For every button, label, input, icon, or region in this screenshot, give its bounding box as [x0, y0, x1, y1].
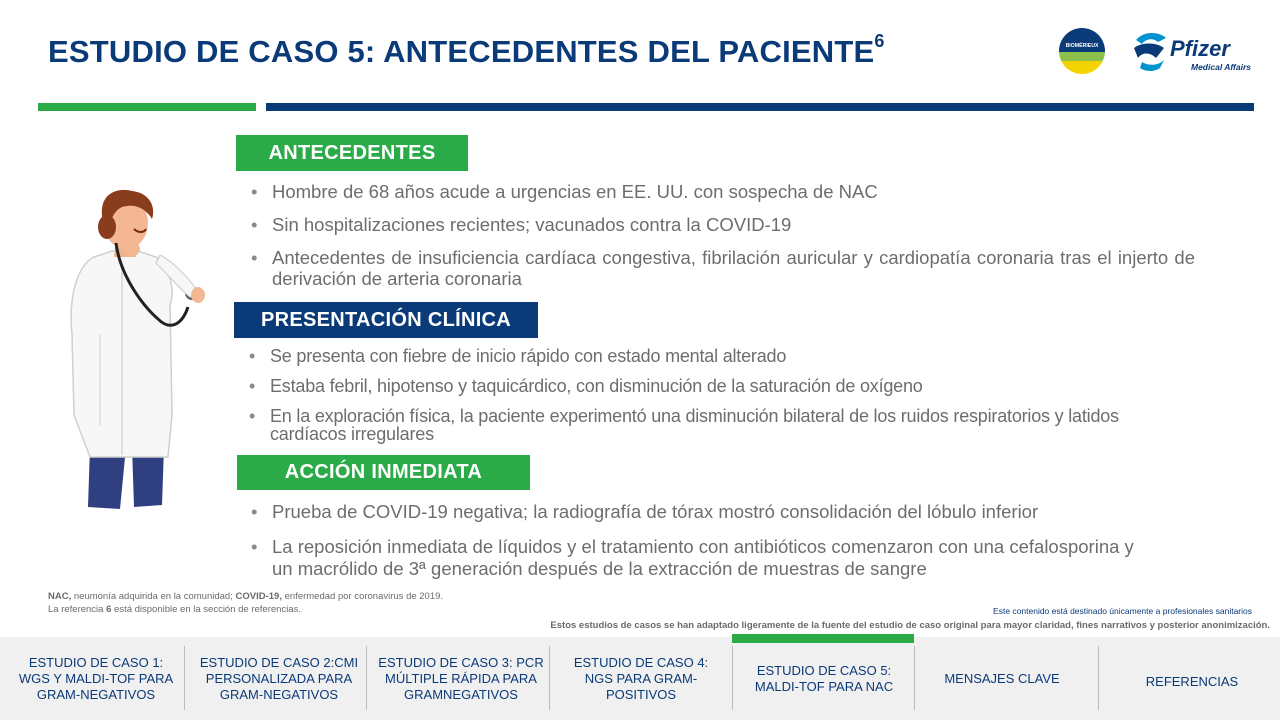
nav-case-1-label: ESTUDIO DE CASO 1: WGS Y MALDI-TOF PARA GRAM-NEGATIVOS [18, 654, 174, 702]
list-item: • La reposición inmediata de líquidos y el tratamiento con antibióticos comenzaron con una cefalosporina y un macrólido de 3ª generación después de la extracción de muestras de sangre [246, 536, 1146, 580]
pfizer-logo-text: Pfizer [1170, 36, 1230, 61]
nav-separator [732, 646, 733, 710]
header-rule-blue [266, 103, 1254, 111]
antecedentes-list [246, 181, 1195, 289]
nav-case-1[interactable] [8, 637, 184, 720]
biomerieux-logo [1059, 28, 1105, 74]
list-item: • Sin hospitalizaciones recientes; vacunados contra la COVID-19 [246, 214, 1195, 235]
nav-key-messages[interactable] [915, 637, 1089, 720]
professional-disclaimer: Este contenido está destinado únicamente a profesionales sanitarios [993, 606, 1252, 616]
nav-references-label: REFERENCIAS [1145, 673, 1239, 689]
nav-case-2-label: ESTUDIO DE CASO 2:CMI PERSONALIZADA PARA GRAM-NEGATIVOS [199, 654, 359, 702]
page-title [48, 30, 885, 70]
list-item: • En la exploración física, la paciente experimentó una disminución bilateral de los ruidos respiratorios y latidos cardíacos irregulares [244, 407, 1199, 443]
list-item: • Prueba de COVID-19 negativa; la radiografía de tórax mostró consolidación del lóbulo inferior [246, 501, 1146, 523]
footnote-abbr-nac: NAC, [48, 591, 72, 602]
nav-case-4-label: ESTUDIO DE CASO 4: NGS PARA GRAM-POSITIVOS [573, 654, 709, 702]
nav-case-3-label: ESTUDIO DE CASO 3: PCR MÚLTIPLE RÁPIDA PARA GRAMNEGATIVOS [378, 654, 544, 702]
section-heading-antecedentes [236, 135, 468, 171]
doctor-illustration [60, 185, 220, 520]
footnote-reference-a: La referencia [48, 604, 107, 615]
nav-active-indicator [732, 634, 914, 643]
section-heading-presentacion [234, 302, 538, 338]
section-heading-accion-text: ACCIÓN INMEDIATA [284, 461, 483, 483]
footnote-reference [48, 603, 443, 616]
nav-case-5-label: ESTUDIO DE CASO 5: MALDI-TOF PARA NAC [754, 662, 894, 694]
nav-key-messages-label: MENSAJES CLAVE [944, 670, 1060, 686]
presentacion-list [244, 347, 1199, 443]
bottom-navigation [0, 637, 1280, 720]
footnote-reference-b: está disponible en la sección de referencias. [111, 604, 301, 615]
nav-separator [366, 646, 367, 710]
accion-list [246, 501, 1146, 580]
header-rule-green [38, 103, 256, 111]
nav-separator [1098, 646, 1099, 710]
nav-case-4[interactable] [566, 637, 716, 720]
nav-case-5-active[interactable] [748, 637, 900, 720]
section-heading-antecedentes-text: ANTECEDENTES [268, 141, 436, 164]
pfizer-logo [1132, 28, 1257, 76]
footnote-abbreviations [48, 590, 443, 603]
adaptation-disclaimer: Estos estudios de casos se han adaptado ligeramente de la fuente del estudio de caso original para mayor claridad, fines narrativos y posterior anonimización. [550, 620, 1270, 631]
title-reference: 6 [874, 30, 885, 51]
nav-separator [549, 646, 550, 710]
page-title-text: ESTUDIO DE CASO 5: ANTECEDENTES DEL PACIENTE [48, 34, 875, 69]
footnotes [48, 590, 443, 616]
footnote-def-covid: enfermedad por coronavirus de 2019. [281, 591, 444, 602]
footnote-abbr-covid: COVID-19, [235, 591, 282, 602]
pfizer-logo-subtext: Medical Affairs [1191, 62, 1251, 72]
section-heading-presentacion-text: PRESENTACIÓN CLÍNICA [260, 308, 512, 331]
biomerieux-logo-text: BIOMÉRIEUX [1065, 43, 1099, 49]
footnote-reference-num: 6 [106, 604, 112, 615]
footnote-def-nac: neumonía adquirida en la comunidad; [71, 591, 236, 602]
nav-references[interactable] [1104, 637, 1280, 720]
list-item: • Hombre de 68 años acude a urgencias en EE. UU. con sospecha de NAC [246, 181, 1195, 202]
nav-separator [184, 646, 185, 710]
list-item: • Antecedentes de insuficiencia cardíaca congestiva, fibrilación auricular y cardiopatía coronaria tras el injerto de derivación de arteria coronaria [246, 247, 1195, 289]
list-item: • Estaba febril, hipotenso y taquicárdico, con disminución de la saturación de oxígeno [244, 377, 1199, 395]
nav-case-2[interactable] [193, 637, 365, 720]
section-heading-accion [237, 455, 530, 490]
nav-case-3[interactable] [370, 637, 552, 720]
list-item: • Se presenta con fiebre de inicio rápido con estado mental alterado [244, 347, 1199, 365]
